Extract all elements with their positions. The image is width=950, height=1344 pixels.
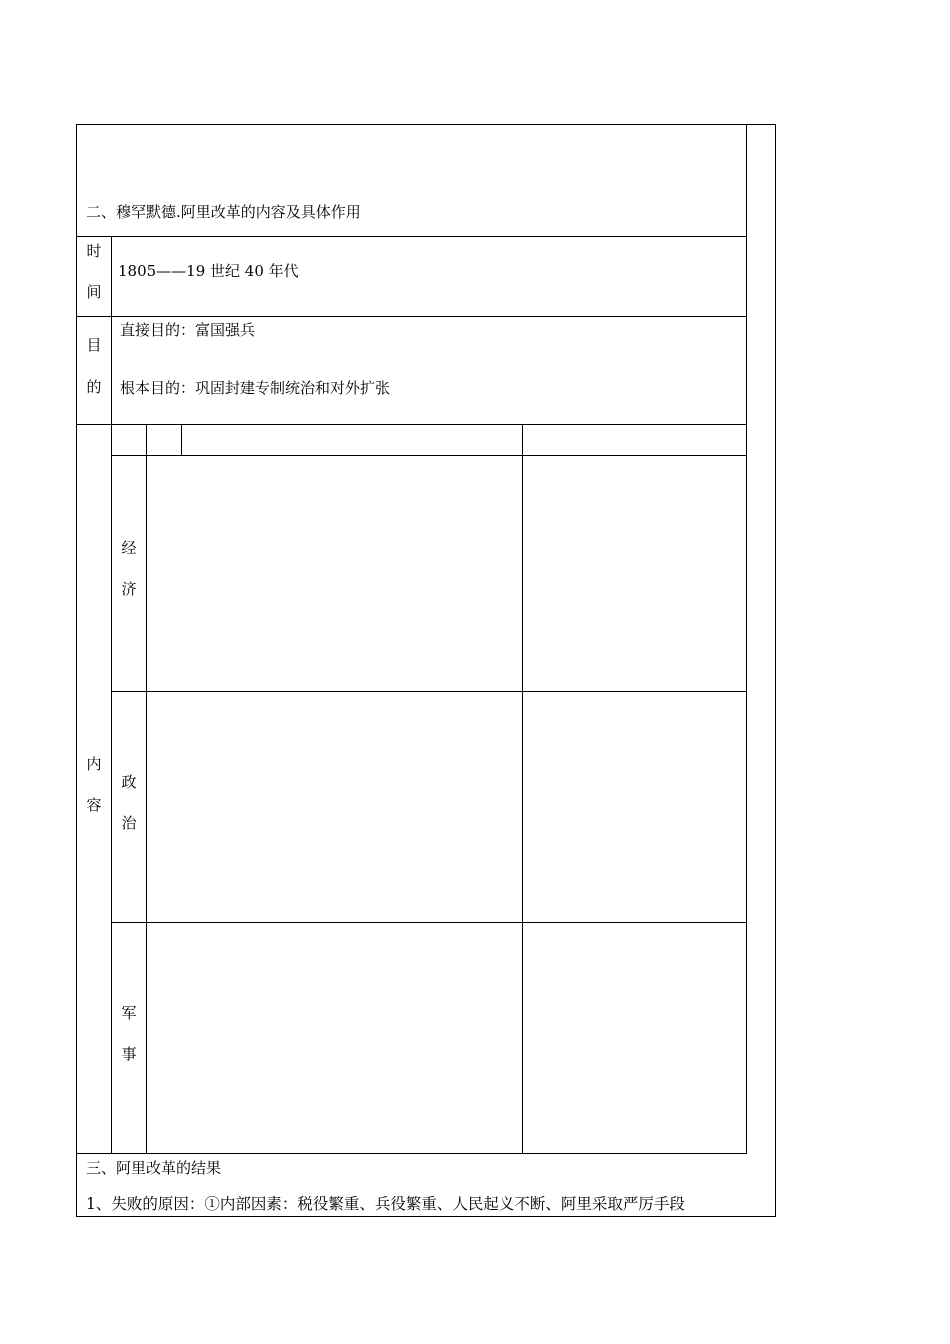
content-label-char-1: 内 [86, 755, 102, 773]
content-header-small-divider [181, 424, 182, 456]
row-divider-2 [76, 316, 747, 317]
purpose-direct: 直接目的：富国强兵 [120, 321, 256, 339]
politics-label-char-1: 政 [121, 773, 137, 791]
table-left-border [76, 124, 77, 1217]
purpose-label-char-1: 目 [86, 336, 102, 354]
row-divider-4 [76, 1153, 747, 1154]
purpose-label-char-2: 的 [86, 378, 102, 396]
content-row-divider-1 [111, 691, 747, 692]
politics-label-char-2: 治 [121, 814, 137, 832]
table-bottom-border [76, 1216, 776, 1217]
table-right-border [775, 124, 776, 1217]
section3-heading: 三、阿里改革的结果 [86, 1159, 222, 1177]
table-top-border [76, 124, 776, 125]
row-divider-3 [76, 424, 747, 425]
content-label-char-2: 容 [86, 796, 102, 814]
content-header-bottom [111, 455, 747, 456]
row-divider-1 [76, 236, 747, 237]
time-label-char-1: 时 [86, 242, 102, 260]
table-inner-right-border [746, 124, 747, 1154]
label-column-divider [111, 236, 112, 425]
military-label-char-2: 事 [121, 1045, 137, 1063]
economy-label-char-1: 经 [121, 539, 137, 557]
purpose-fundamental: 根本目的：巩固封建专制统治和对外扩张 [120, 379, 391, 397]
content-sublabel-divider [146, 424, 147, 1154]
military-label-char-1: 军 [121, 1004, 137, 1022]
content-effect-divider [522, 424, 523, 1154]
section3-item1: 1、失败的原因：①内部因素：税役繁重、兵役繁重、人民起义不断、阿里采取严厉手段 [86, 1195, 685, 1213]
content-row-divider-2 [111, 922, 747, 923]
economy-label-char-2: 济 [121, 580, 137, 598]
time-value: 1805——19 世纪 40 年代 [118, 262, 299, 280]
content-label-divider [111, 424, 112, 1154]
section2-heading: 二、穆罕默德.阿里改革的内容及具体作用 [86, 203, 361, 221]
time-label-char-2: 间 [86, 283, 102, 301]
